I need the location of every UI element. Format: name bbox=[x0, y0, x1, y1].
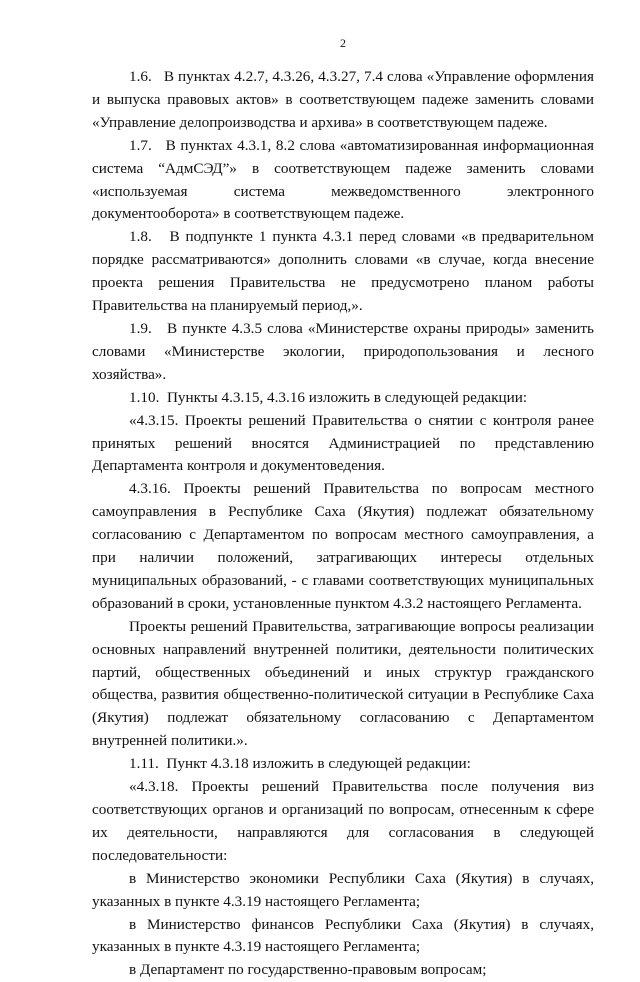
paragraph-4-3-15: «4.3.15. Проекты решений Правительства о снятии с контроля ранее принятых решений вносятся Администрацией по представлению Департамента контроля и документоведения. bbox=[92, 411, 594, 475]
list-item-legal-department: в Департамент по государственно-правовым вопросам; bbox=[129, 961, 487, 979]
paragraph-1-8: 1.8. В подпункте 1 пункта 4.3.1 перед словами «в предварительном порядке рассматриваются» дополнить словами «в случае, когда внесение проекта решения Правительства не предусмотрено планом работы Правительства на планируемый период,». bbox=[92, 228, 594, 315]
paragraph-1-7: 1.7. В пунктах 4.3.1, 8.2 слова «автоматизированная информационная система “АдмСЭД”» в соответствующем падеже заменить словами «используемая система межведомственного электронного документооборота» в соответствующем падеже. bbox=[92, 136, 594, 223]
paragraph-4-3-18: «4.3.18. Проекты решений Правительства после получения виз соответствующих органов и организаций по вопросам, отнесенным к сфере их деятельности, направляются для согласования в следующей последовательности: bbox=[92, 778, 594, 864]
list-item-ministry-finance: в Министерство финансов Республики Саха (Якутия) в случаях, указанных в пункте 4.3.19 настоящего Регламента; bbox=[92, 915, 594, 956]
page-number: 2 bbox=[340, 36, 346, 50]
paragraph-1-9: 1.9. В пункте 4.3.5 слова «Министерстве охраны природы» заменить словами «Министерстве экологии, природопользования и лесного хозяйства». bbox=[92, 319, 594, 383]
paragraph-1-11: 1.11. Пункт 4.3.18 изложить в следующей редакции: bbox=[129, 755, 471, 773]
paragraph-internal-policy: Проекты решений Правительства, затрагивающие вопросы реализации основных направлений внутренней политики, деятельности политических партий, общественных объединений и иных структур гражданского общества, развития общественно-политической ситуации в Республике Саха (Якутия) подлежат обязательному согласованию с Департаментом внутренней политики.». bbox=[92, 617, 594, 750]
list-item-ministry-economy: в Министерство экономики Республики Саха (Якутия) в случаях, указанных в пункте 4.3.19 настоящего Регламента; bbox=[92, 869, 594, 910]
paragraph-1-6: 1.6. В пунктах 4.2.7, 4.3.26, 4.3.27, 7.4 слова «Управление оформления и выпуска правовых актов» в соответствующем падеже заменить словами «Управление делопроизводства и архива» в соответствующем падеже. bbox=[92, 68, 594, 131]
paragraph-4-3-16: 4.3.16. Проекты решений Правительства по вопросам местного самоуправления в Республике Саха (Якутия) подлежат обязательному согласованию с Департаментом по вопросам местного самоуправления, а при наличии положений, затрагивающих интересы отдельных муниципальных образований, - с главами соответствующих муниципальных образований в сроки, установленные пунктом 4.3.2 настоящего Регламента. bbox=[92, 480, 594, 612]
paragraph-1-10: 1.10. Пункты 4.3.15, 4.3.16 изложить в следующей редакции: bbox=[129, 388, 528, 406]
